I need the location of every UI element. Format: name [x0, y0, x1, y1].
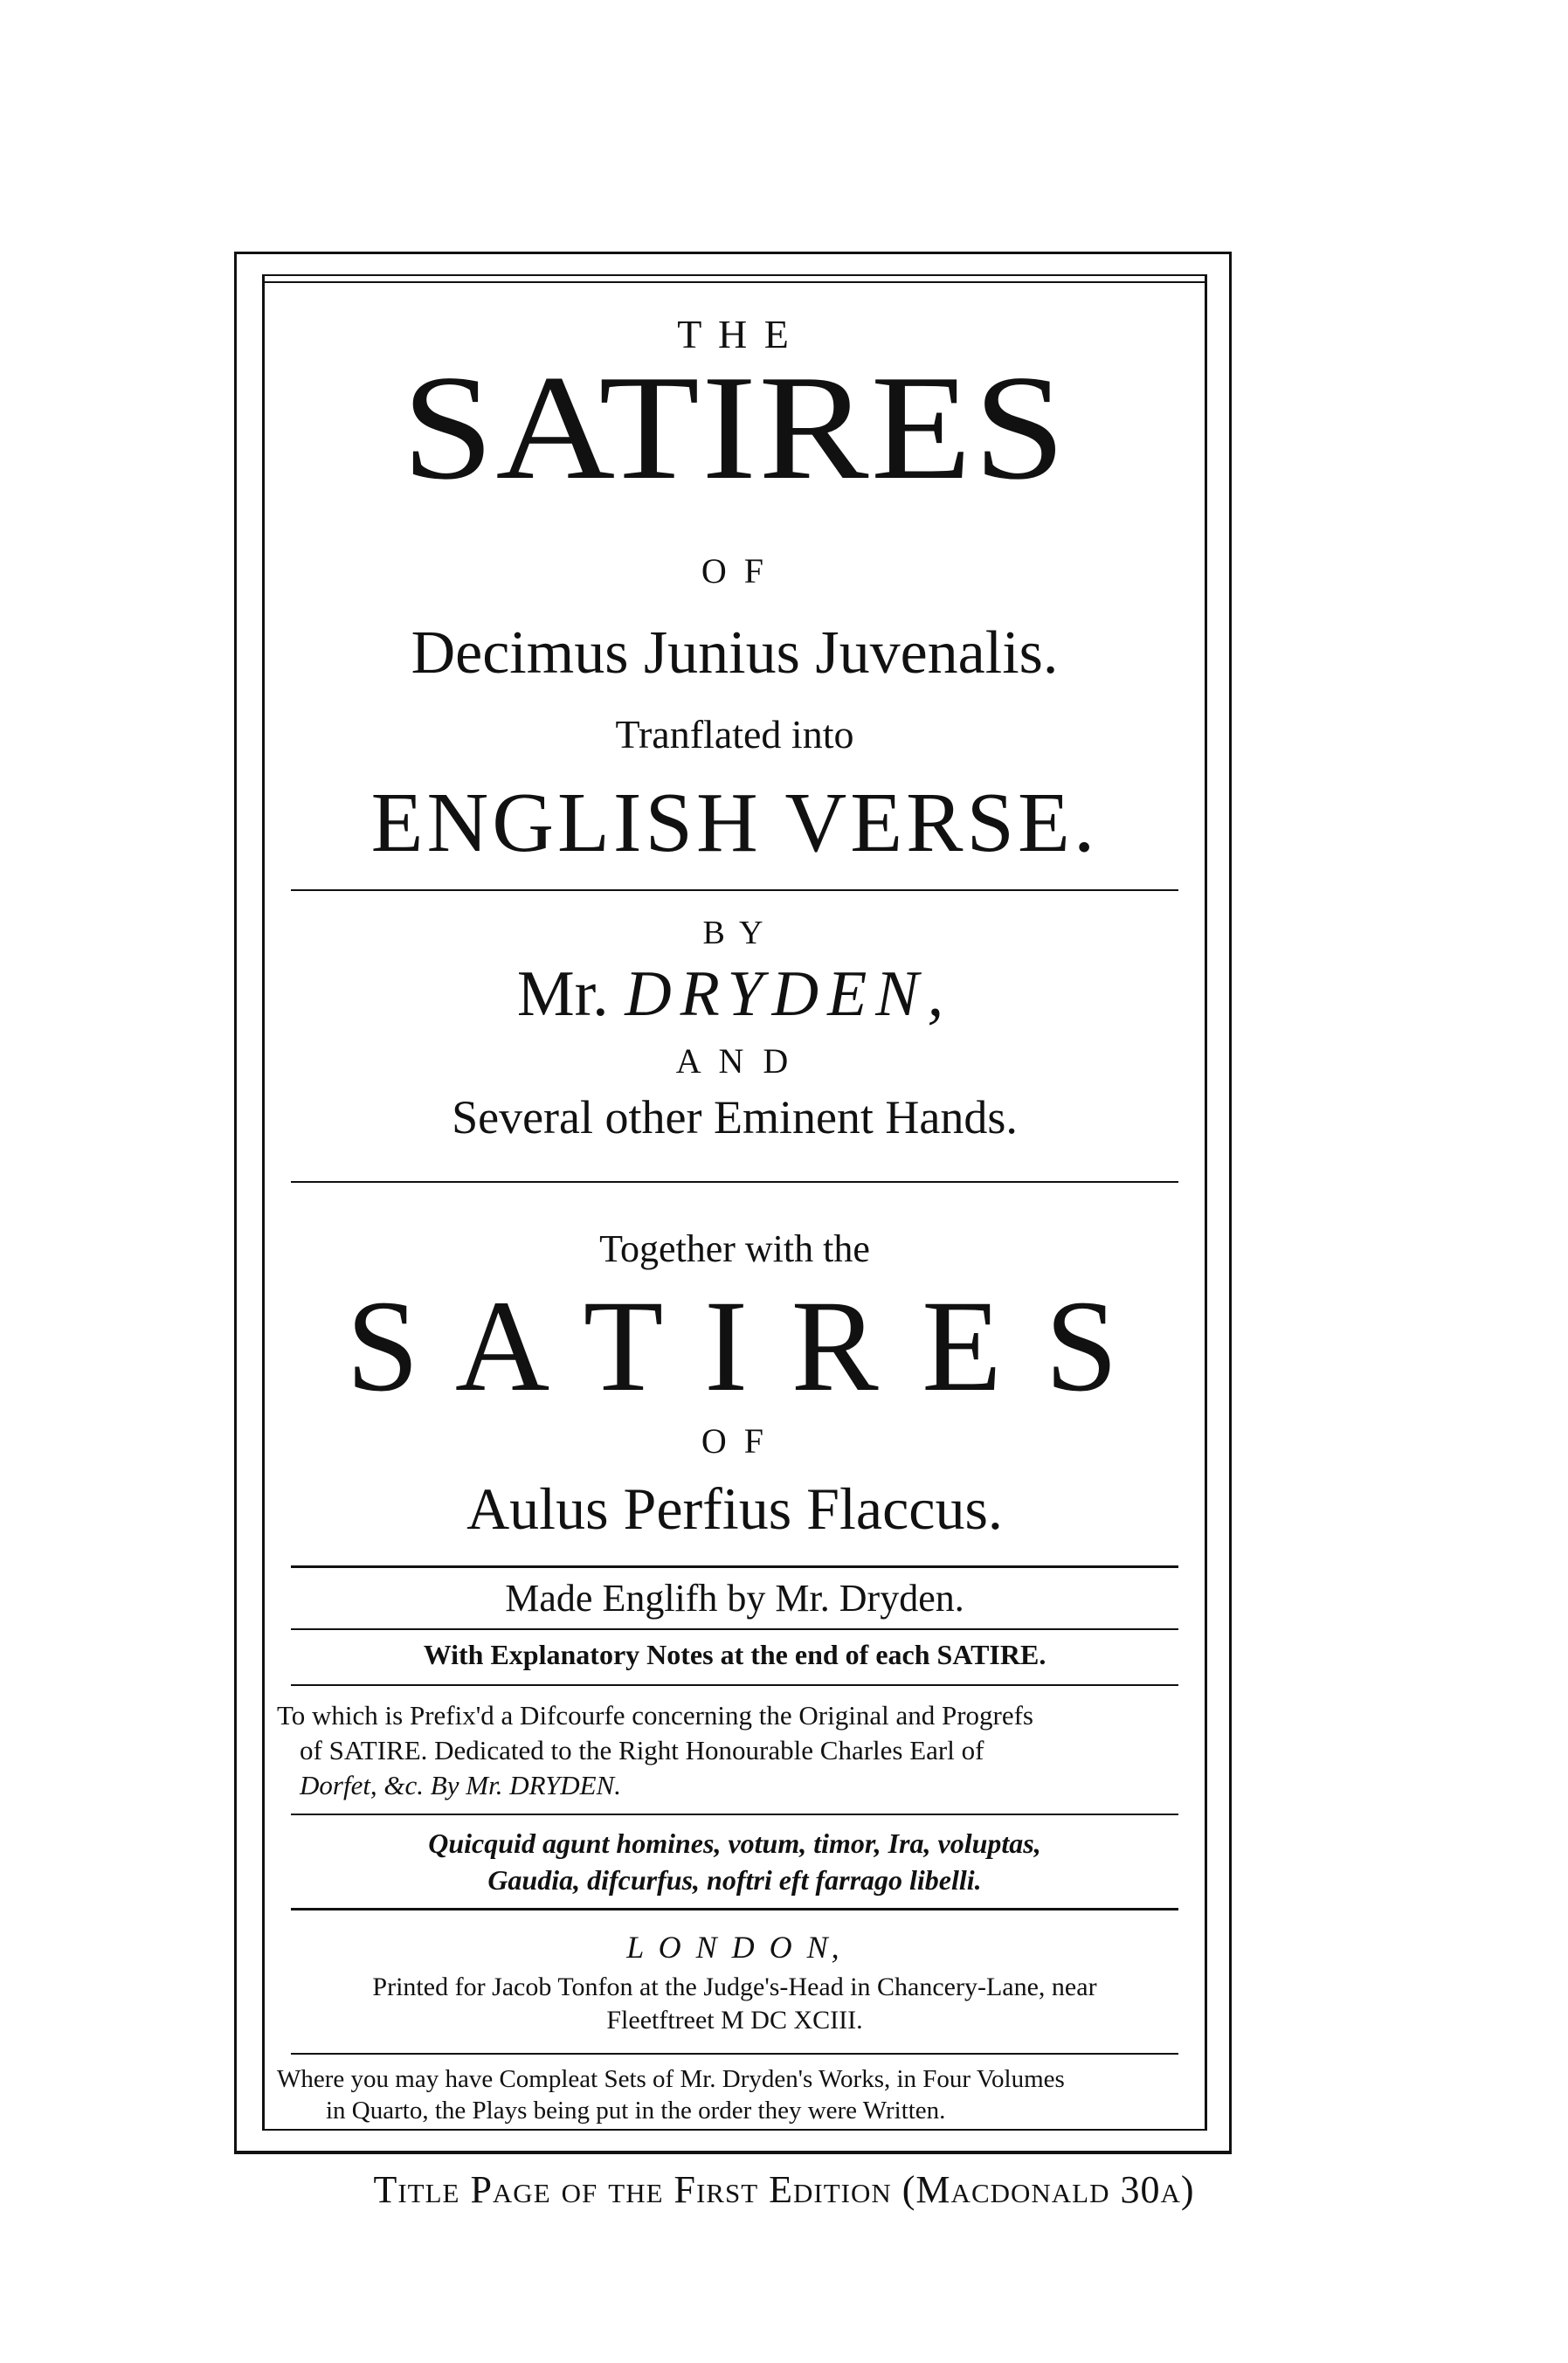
where-line-2: in Quarto, the Plays being put in the order they were Written.: [326, 2097, 946, 2125]
outer-frame-top-rule: [234, 252, 1232, 254]
translated-line: Tranflated into: [615, 712, 854, 757]
london-line: L O N D O N,: [626, 1930, 843, 1965]
mr-label: Mr.: [516, 958, 609, 1030]
rule-after-english-verse: [291, 889, 1178, 891]
satires-heading-1: SATIRES: [402, 345, 1067, 511]
motto-line-2: Gaudia, difcurfus, noftri eft farrago libelli.: [487, 1864, 982, 1896]
several-hands-line: Several other Eminent Hands.: [452, 1091, 1018, 1143]
together-line: Together with the: [599, 1227, 870, 1270]
prefix-line-1: To which is Prefix'd a Difcourfe concerning the Original and Progrefs: [277, 1700, 1033, 1731]
rule-after-made-english: [291, 1628, 1178, 1630]
printed-line-2: Fleetftreet M DC XCIII.: [606, 2006, 863, 2035]
of-line-2: O F: [701, 1421, 769, 1461]
dryden-name: DRYDEN,: [625, 958, 953, 1030]
outer-frame-left-rule: [234, 252, 237, 2151]
rule-after-printed: [291, 2053, 1178, 2055]
rule-after-persius: [291, 1565, 1178, 1568]
title-page-frame: [262, 274, 1207, 2131]
the-line: T H E: [677, 312, 792, 356]
and-line: A N D: [675, 1041, 794, 1081]
motto-line-1: Quicquid agunt homines, votum, timor, Ira, voluptas,: [428, 1828, 1041, 1859]
of-line-1: O F: [701, 551, 769, 591]
rule-after-motto: [291, 1908, 1178, 1910]
page-caption: Title Page of the First Edition (Macdonald 30a): [373, 2168, 1195, 2211]
outer-frame-right-rule: [1229, 252, 1232, 2151]
outer-frame-bottom-rule: [234, 2151, 1232, 2154]
explanatory-notes-line: With Explanatory Notes at the end of each SATIRE.: [423, 1639, 1046, 1670]
printed-line-1: Printed for Jacob Tonfon at the Judge's-Head in Chancery-Lane, near: [372, 1973, 1097, 2001]
where-line-1: Where you may have Compleat Sets of Mr. Dryden's Works, in Four Volumes: [277, 2065, 1065, 2093]
rule-after-several-hands: [291, 1181, 1178, 1183]
english-verse-heading: ENGLISH VERSE.: [370, 776, 1099, 870]
by-line: B Y: [702, 915, 767, 951]
made-english-line: Made Englifh by Mr. Dryden.: [505, 1577, 964, 1620]
author-juvenalis: Decimus Junius Juvenalis.: [411, 619, 1059, 687]
prefix-line-3: Dorfet, &c. By Mr. DRYDEN.: [300, 1770, 621, 1800]
rule-after-explanatory: [291, 1684, 1178, 1686]
prefix-line-2: of SATIRE. Dedicated to the Right Honourable Charles Earl of: [300, 1735, 984, 1765]
satires-heading-2: S A T I R E S: [346, 1274, 1123, 1419]
dryden-line: [265, 957, 1205, 1032]
rule-after-prefix: [291, 1814, 1178, 1815]
author-persius: Aulus Perfius Flaccus.: [466, 1475, 1003, 1542]
